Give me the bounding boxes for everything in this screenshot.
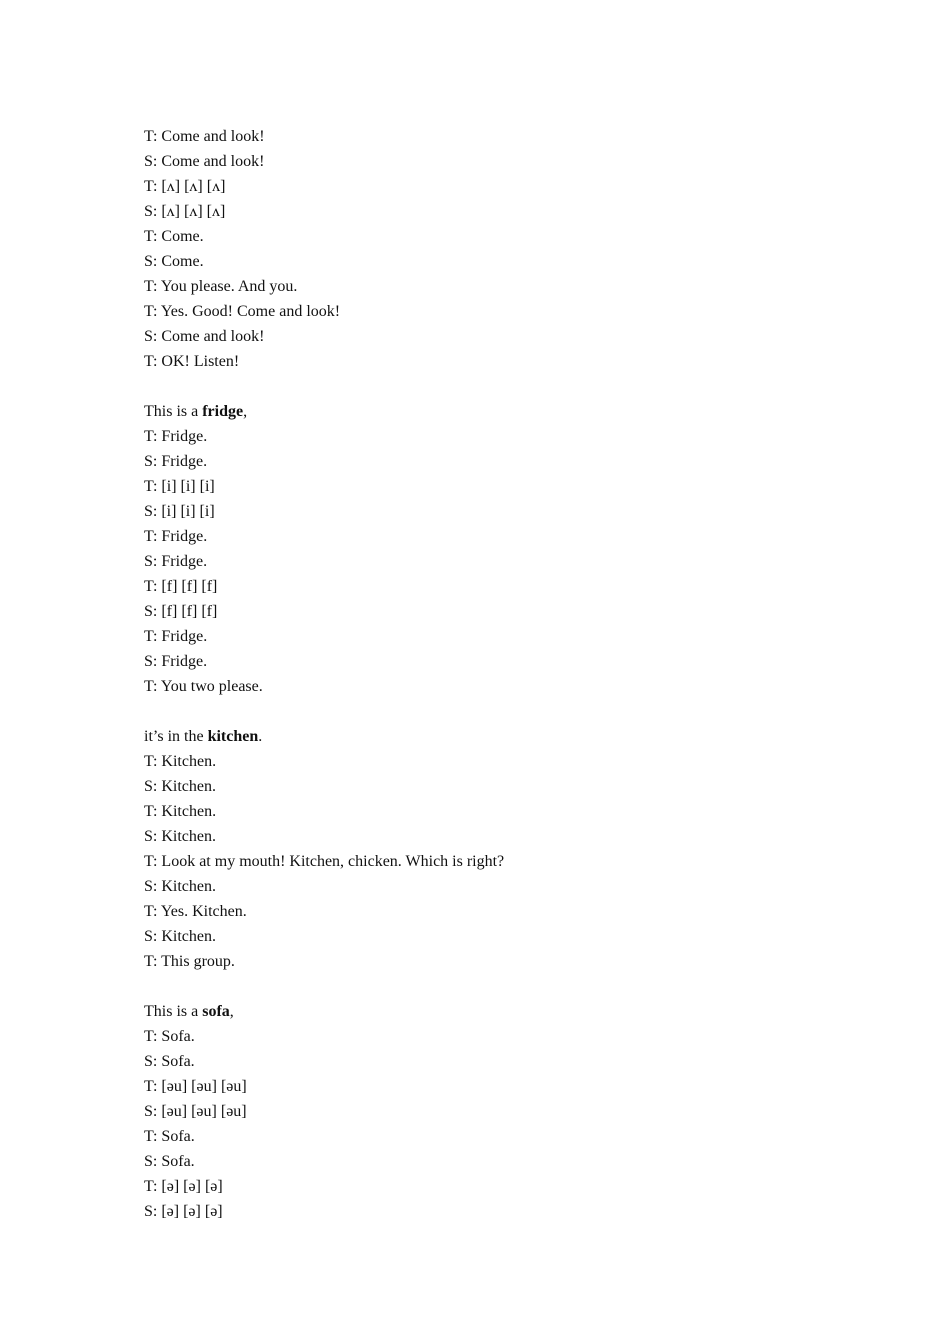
heading-punctuation: . bbox=[258, 728, 263, 745]
dialogue-line: S: Come and look! bbox=[144, 153, 265, 170]
section-heading bbox=[144, 999, 844, 1024]
dialogue-line: T: OK! Listen! bbox=[144, 353, 240, 370]
dialogue-line: S: Kitchen. bbox=[144, 928, 216, 945]
dialogue-line: S: Sofa. bbox=[144, 1053, 195, 1070]
dialogue-line: T: This group. bbox=[144, 953, 235, 970]
heading-punctuation: , bbox=[243, 403, 248, 420]
dialogue-line: T: Sofa. bbox=[144, 1128, 195, 1145]
section-kitchen bbox=[144, 724, 844, 974]
dialogue-line: T: Come and look! bbox=[144, 128, 265, 145]
dialogue-line: S: Kitchen. bbox=[144, 878, 216, 895]
dialogue-line: T: Look at my mouth! Kitchen, chicken. Which is right? bbox=[144, 853, 505, 870]
dialogue-line: T: Yes. Kitchen. bbox=[144, 903, 247, 920]
dialogue-line: S: Sofa. bbox=[144, 1153, 195, 1170]
paragraph-gap bbox=[144, 974, 844, 999]
dialogue-line: T: Fridge. bbox=[144, 628, 208, 645]
dialogue-line: S: [ʌ] [ʌ] [ʌ] bbox=[144, 203, 226, 220]
dialogue-line: T: You please. And you. bbox=[144, 278, 298, 295]
vocabulary-word: kitchen bbox=[207, 728, 259, 745]
dialogue-line: S: [i] [i] [i] bbox=[144, 503, 215, 520]
section-sofa bbox=[144, 999, 844, 1224]
dialogue-line: S: Come and look! bbox=[144, 328, 265, 345]
section-heading bbox=[144, 724, 844, 749]
dialogue-line: T: Come. bbox=[144, 228, 204, 245]
section-heading bbox=[144, 399, 844, 424]
dialogue-line: T: Yes. Good! Come and look! bbox=[144, 303, 341, 320]
dialogue-line: T: Fridge. bbox=[144, 528, 208, 545]
dialogue-line: S: Come. bbox=[144, 253, 204, 270]
dialogue-line: T: [i] [i] [i] bbox=[144, 478, 215, 495]
heading-text: it’s in the bbox=[144, 728, 208, 745]
dialogue-line: T: Fridge. bbox=[144, 428, 208, 445]
dialogue-line: T: Kitchen. bbox=[144, 803, 217, 820]
dialogue-line: S: Fridge. bbox=[144, 653, 208, 670]
paragraph-gap bbox=[144, 374, 844, 399]
heading-punctuation: , bbox=[229, 1003, 234, 1020]
dialogue-line: T: [ʌ] [ʌ] [ʌ] bbox=[144, 178, 226, 195]
dialogue-line: T: [f] [f] [f] bbox=[144, 578, 218, 595]
dialogue-line: T: Sofa. bbox=[144, 1028, 195, 1045]
dialogue-line: S: Fridge. bbox=[144, 453, 208, 470]
dialogue-line: S: [ə] [ə] [ə] bbox=[144, 1203, 223, 1220]
dialogue-line: T: You two please. bbox=[144, 678, 263, 695]
dialogue-line: S: [əu] [əu] [əu] bbox=[144, 1103, 247, 1120]
heading-text: This is a bbox=[144, 1003, 203, 1020]
vocabulary-word: fridge bbox=[202, 403, 244, 420]
dialogue-line: T: [əu] [əu] [əu] bbox=[144, 1078, 247, 1095]
paragraph-gap bbox=[144, 699, 844, 724]
dialogue-line: S: Kitchen. bbox=[144, 778, 216, 795]
dialogue-line: T: Kitchen. bbox=[144, 753, 217, 770]
vocabulary-word: sofa bbox=[202, 1003, 230, 1020]
dialogue-line: S: Fridge. bbox=[144, 553, 208, 570]
section-fridge bbox=[144, 399, 844, 699]
dialogue-line: S: Kitchen. bbox=[144, 828, 216, 845]
document-page bbox=[144, 124, 844, 1224]
dialogue-line: T: [ə] [ə] [ə] bbox=[144, 1178, 223, 1195]
dialogue-line: S: [f] [f] [f] bbox=[144, 603, 218, 620]
section-intro bbox=[144, 124, 844, 374]
heading-text: This is a bbox=[144, 403, 203, 420]
